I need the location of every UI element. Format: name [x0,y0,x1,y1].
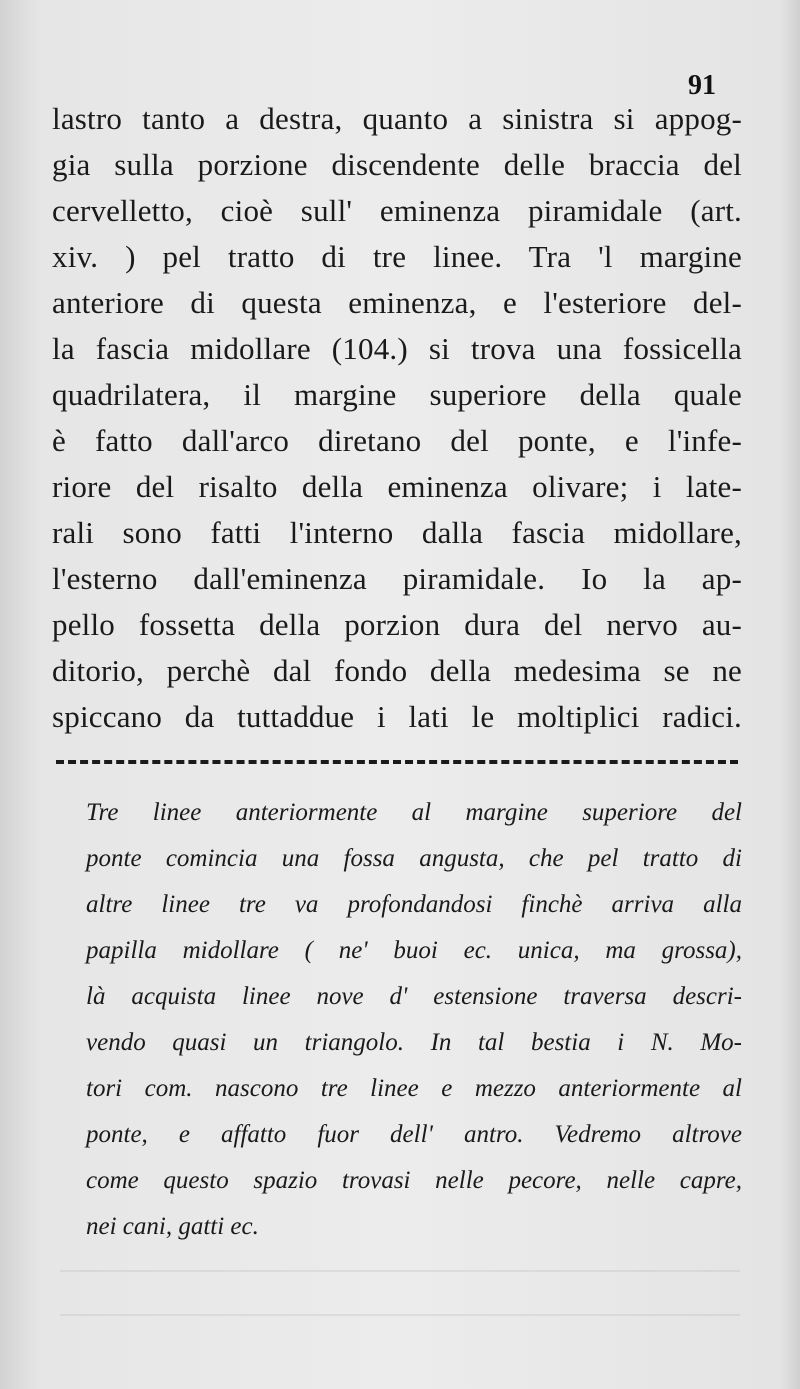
main-text-line: cervelletto, cioè sull' eminenza piramidale (art. [52,193,742,228]
main-text-line: ditorio, perchè dal fondo della medesima se ne [52,653,742,688]
main-text-line: gia sulla porzione discendente delle braccia del [52,147,742,182]
main-text-block [52,96,742,740]
main-text-line: quadrilatera, il margine superiore della quale [52,377,742,412]
main-text-line: xiv. ) pel tratto di tre linee. Tra 'l margine [52,239,742,274]
main-text-line: rali sono fatti l'interno dalla fascia midollare, [52,515,742,550]
footnote-line: come questo spazio trovasi nelle pecore, nelle capre, [86,1167,742,1194]
main-text-line: spiccano da tuttaddue i lati le moltiplici radici. [52,699,742,734]
main-text-line: la fascia midollare (104.) si trova una fossicella [52,331,742,366]
footnote-line: ponte comincia una fossa angusta, che pel tratto di [86,845,742,872]
footnote-separator-rule [56,760,738,764]
main-text-line: pello fossetta della porzion dura del nervo au- [52,607,742,642]
footnote-line: ponte, e affatto fuor dell' antro. Vedremo altrove [86,1121,742,1148]
main-text-line: lastro tanto a destra, quanto a sinistra si appog- [52,101,742,136]
main-text-line: riore del risalto della eminenza olivare; i late- [52,469,742,504]
main-text-line: l'esterno dall'eminenza piramidale. Io la ap- [52,561,742,596]
main-text-line: anteriore di questa eminenza, e l'esteriore del- [52,285,742,320]
footnote-line: papilla midollare ( ne' buoi ec. unica, ma grossa), [86,937,742,964]
footnote-line: nei cani, gatti ec. [86,1213,259,1240]
footnote-line: altre linee tre va profondandosi finchè arriva alla [86,891,742,918]
footnote-block [86,790,742,1250]
footnote-line: Tre linee anteriormente al margine superiore del [86,799,742,826]
show-through-bleed [60,1250,740,1340]
main-text-line: è fatto dall'arco diretano del ponte, e l'infe- [52,423,742,458]
footnote-line: tori com. nascono tre linee e mezzo anteriormente al [86,1075,742,1102]
footnote-line: là acquista linee nove d' estensione traversa descri- [86,983,742,1010]
footnote-line: vendo quasi un triangolo. In tal bestia i N. Mo- [86,1029,742,1056]
page-number: 91 [688,70,716,101]
